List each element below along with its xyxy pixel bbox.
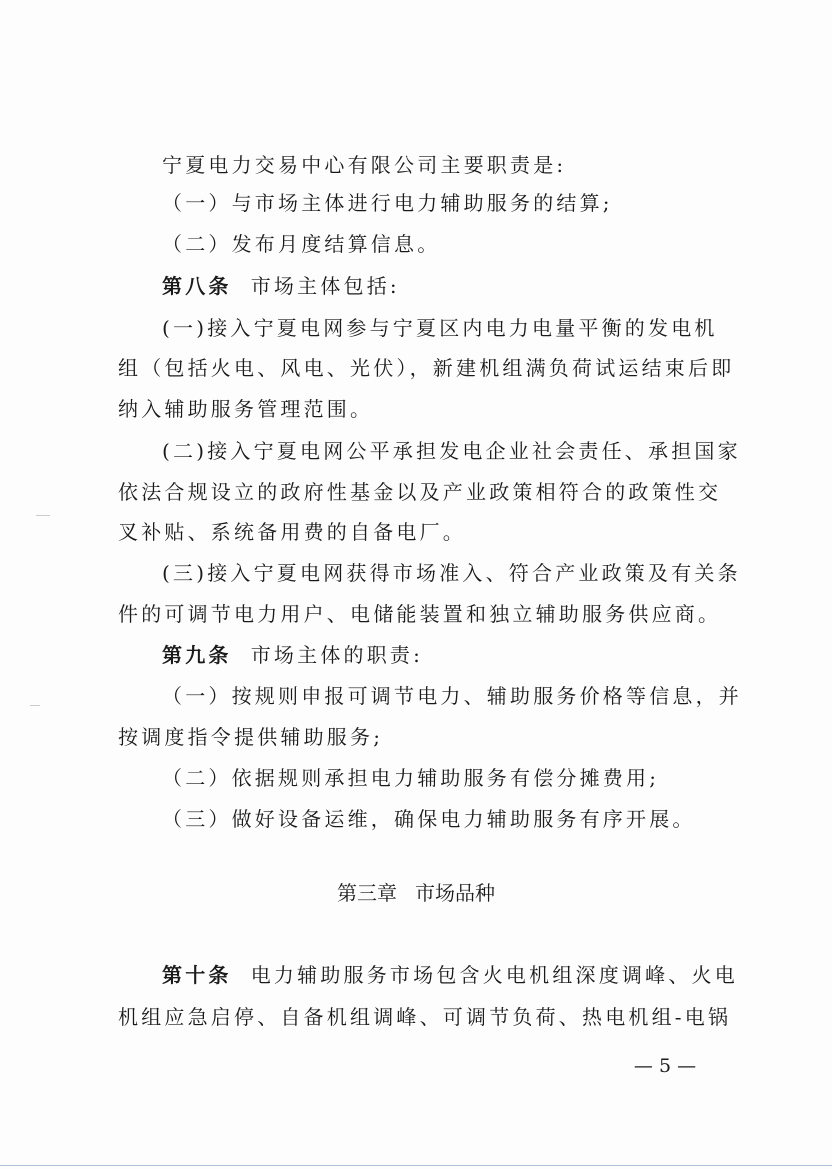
paragraph-line: （一）与市场主体进行电力辅助服务的结算;	[162, 191, 613, 215]
page-number: — 5 —	[633, 1055, 697, 1077]
paragraph-line: （一）按规则申报可调节电力、辅助服务价格等信息，并	[162, 684, 742, 708]
paragraph-line: 按调度指令提供辅助服务;	[118, 725, 384, 749]
paragraph-line: 机组应急启停、自备机组调峰、可调节负荷、热电机组-电锅	[118, 1005, 732, 1029]
article-10-line: 第十条 电力辅助服务市场包含火电机组深度调峰、火电	[162, 963, 738, 987]
page-edge-line	[0, 1165, 832, 1166]
paragraph-line: 组（包括火电、风电、光伏），新建机组满负荷试运结束后即	[118, 356, 735, 380]
paragraph-line: （三）做好设备运维，确保电力辅助服务有序开展。	[162, 807, 696, 831]
paragraph-line: (二)接入宁夏电网公平承担发电企业社会责任、承担国家	[162, 439, 741, 463]
paragraph-line: 件的可调节电力用户、电储能装置和独立辅助服务供应商。	[118, 602, 722, 626]
paragraph-line: 纳入辅助服务管理范围。	[118, 397, 374, 421]
scan-mark	[30, 705, 40, 706]
chapter-number: 第三章	[337, 881, 397, 905]
article-8-line: 第八条 市场主体包括:	[162, 274, 400, 298]
paragraph-line: （二）发布月度结算信息。	[162, 232, 441, 256]
paragraph-line: （二）依据规则承担电力辅助服务有偿分摊费用;	[162, 766, 660, 790]
paragraph-line: 依法合规设立的政府性基金以及产业政策相符合的政策性交	[118, 480, 722, 504]
paragraph-line: (三)接入宁夏电网获得市场准入、符合产业政策及有关条	[162, 561, 741, 585]
article-9-line: 第九条 市场主体的职责:	[162, 643, 424, 667]
chapter-title: 市场品种	[415, 881, 495, 905]
article-number: 第八条	[162, 274, 232, 298]
scan-mark	[36, 515, 50, 516]
paragraph-line: (一)接入宁夏电网参与宁夏区内电力电量平衡的发电机	[162, 316, 718, 340]
article-number: 第十条	[162, 963, 232, 987]
paragraph-line: 叉补贴、系统备用费的自备电厂。	[118, 520, 466, 544]
article-number: 第九条	[162, 643, 232, 667]
chapter-heading	[0, 873, 832, 913]
paragraph-line: 宁夏电力交易中心有限公司主要职责是:	[162, 153, 567, 177]
